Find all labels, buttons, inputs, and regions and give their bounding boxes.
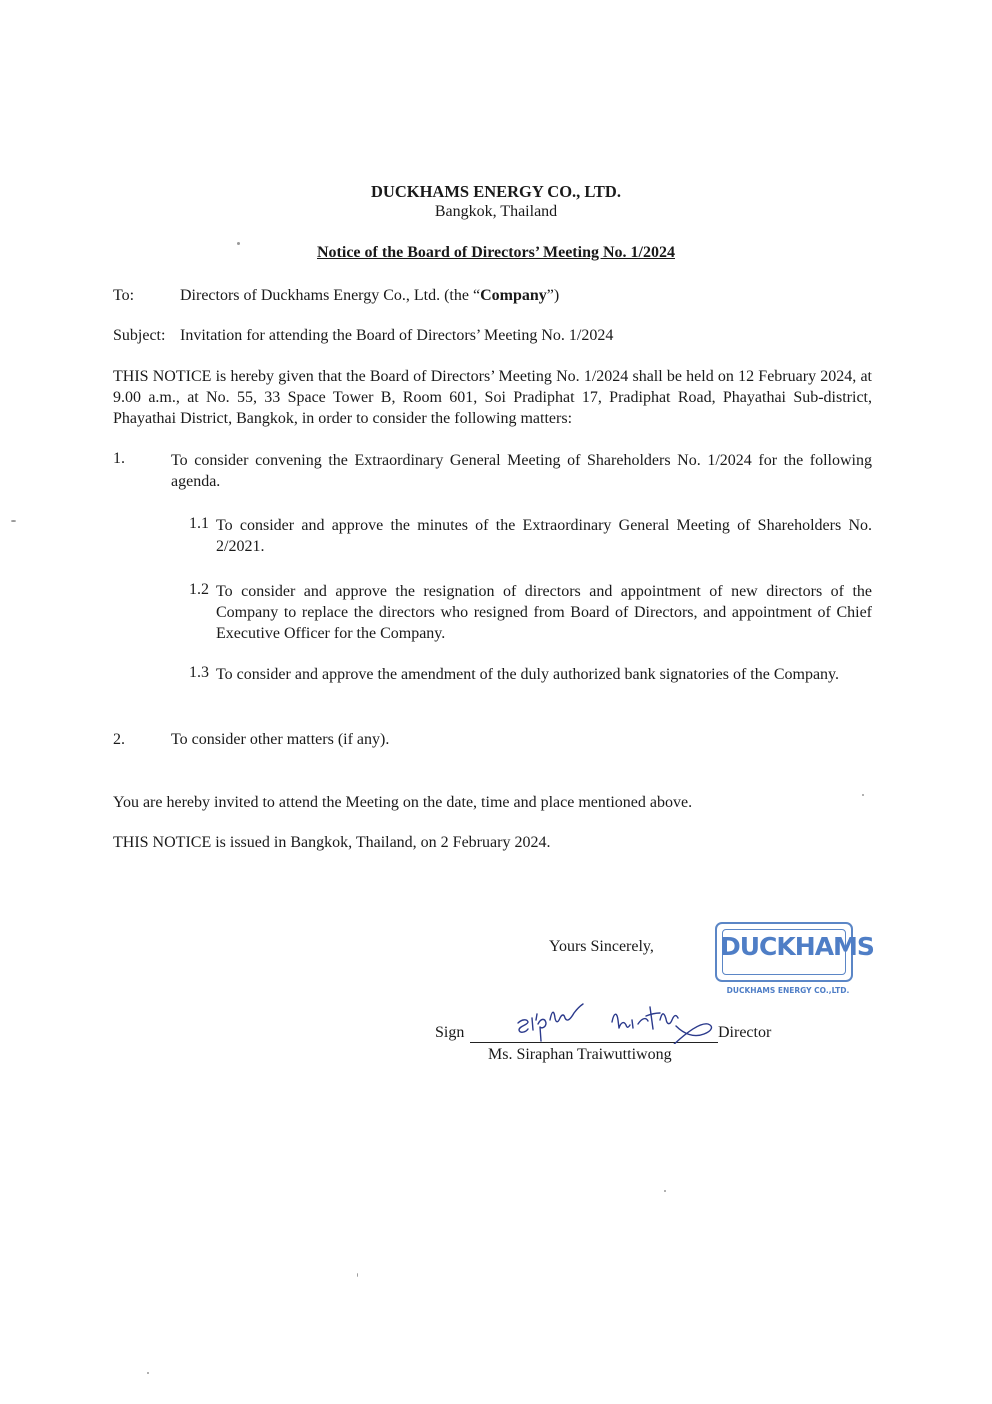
to-label: To: <box>113 287 135 304</box>
notice-title: Notice of the Board of Directors’ Meeting No. 1/2024 <box>317 244 675 261</box>
item-text: To consider convening the Extraordinary General Meeting of Shareholders No. 1/2024 for the following agenda. <box>171 452 872 490</box>
item-number: 1. <box>113 450 125 467</box>
item-number: 2. <box>113 731 125 748</box>
to-recipient <box>180 287 559 305</box>
intro-paragraph: THIS NOTICE is hereby given that the Board of Directors’ Meeting No. 1/2024 shall be held on 12 February 2024, at 9.00 a.m., at No. 55, 33 Space Tower B, Room 601, Soi Pradiphat 17, Pradiphat Road, Phayathai Sub-district, Phayathai District, Bangkok, in order to consider the following matters: <box>113 368 872 427</box>
scan-speck <box>11 520 16 522</box>
handwritten-signature <box>508 998 733 1044</box>
scan-speck <box>147 1372 149 1374</box>
issued-text: THIS NOTICE is issued in Bangkok, Thailand, on 2 February 2024. <box>113 834 551 851</box>
subitem-text: To consider and approve the resignation of directors and appointment of new directors of the Company to replace the directors who resigned from Board of Directors, and appointment of Chief Executive Officer for the Company. <box>216 583 872 642</box>
stamp-logo-text: DUCKHAMS <box>720 932 874 961</box>
subitem-text: To consider and approve the amendment of the duly authorized bank signatories of the Company. <box>216 666 839 683</box>
company-name: DUCKHAMS ENERGY CO., LTD. <box>371 182 621 201</box>
subitem-number: 1.2 <box>189 581 209 598</box>
stamp-sub-text: DUCKHAMS ENERGY CO.,LTD. <box>726 986 850 995</box>
closing-salutation: Yours Sincerely, <box>549 938 654 955</box>
invitation-text: You are hereby invited to attend the Meeting on the date, time and place mentioned above. <box>113 794 693 811</box>
subitem-number: 1.3 <box>189 664 209 681</box>
scan-speck <box>862 794 864 796</box>
subitem-text: To consider and approve the minutes of the Extraordinary General Meeting of Shareholders No. 2/2021. <box>216 517 872 555</box>
item-text: To consider other matters (if any). <box>171 731 390 748</box>
scan-speck <box>664 1190 666 1192</box>
scan-speck <box>357 1273 358 1277</box>
to-text-before: Directors of Duckhams Energy Co., Ltd. (the “ <box>180 287 481 304</box>
subject-label: Subject: <box>113 327 166 344</box>
signer-role: Director <box>718 1024 772 1041</box>
to-text-after: ”) <box>546 287 560 304</box>
subject-text: Invitation for attending the Board of Directors’ Meeting No. 1/2024 <box>180 327 614 344</box>
sign-label: Sign <box>435 1024 465 1041</box>
signer-name: Ms. Siraphan Traiwuttiwong <box>488 1046 672 1063</box>
subitem-number: 1.1 <box>189 515 209 532</box>
scan-speck <box>237 242 240 245</box>
company-city: Bangkok, Thailand <box>434 203 558 220</box>
to-text-bold: Company <box>480 287 547 304</box>
company-stamp <box>712 920 874 1000</box>
